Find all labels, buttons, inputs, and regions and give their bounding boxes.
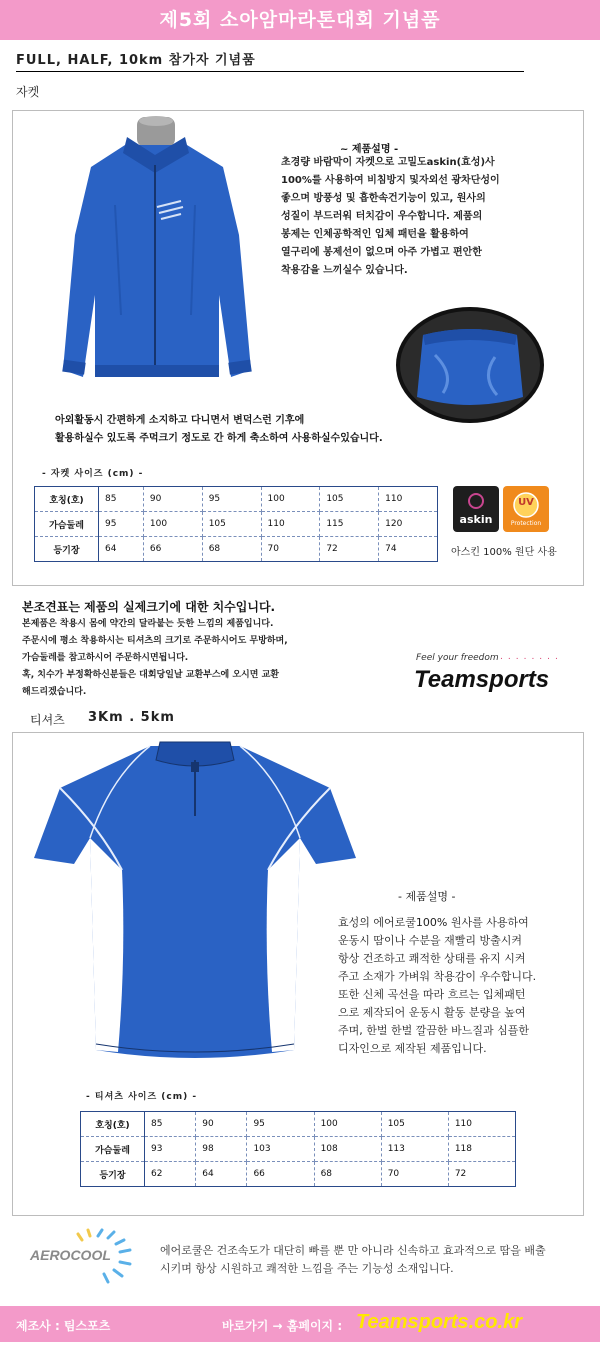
- size-cell: 110: [379, 487, 438, 512]
- size-cell: 103: [247, 1137, 314, 1162]
- size-table-row: [35, 512, 438, 537]
- jacket-size-table: [34, 486, 438, 562]
- size-cell: 68: [202, 537, 261, 562]
- size-cell: 70: [261, 537, 320, 562]
- size-cell: 95: [247, 1112, 314, 1137]
- size-cell: 72: [454, 1169, 467, 1179]
- uv-protection-badge: UV Protection: [503, 486, 549, 532]
- size-cell: 98: [196, 1137, 247, 1162]
- size-cell: 120: [379, 512, 438, 537]
- size-row-label: 호칭(호): [81, 1112, 145, 1137]
- tshirt-description: 효성의 에어로쿨100% 원사를 사용하여 운동시 땀이나 수분을 재빨리 방출시켜 항상 건조하고 쾌적한 상태를 유지 시켜 주고 소재가 가벼워 착용감이 우수합니다. 또한 신체 곡선을 따라 흐르는 입체패턴 으로 제작되어 운동시 활동 분량을 높여 주며, 한벌 한벌 깔끔한 바느질과 심플한 디자인으로 제작된 제품입니다.: [338, 916, 537, 1055]
- jacket-size-title: - 자켓 사이즈 (cm) -: [42, 469, 144, 479]
- size-cell: 85: [99, 487, 144, 512]
- size-cell: 118: [448, 1137, 515, 1162]
- jacket-caption: 아외활동시 간편하게 소지하고 다니면서 변덕스런 기후에 활용하실수 있도록 주먹크기 정도로 간 하게 축소하여 사용하실수있습니다.: [55, 415, 383, 444]
- size-cell: 100: [261, 487, 320, 512]
- tshirt-description-title: - 제품설명 -: [398, 890, 456, 903]
- packed-jacket-image: [395, 305, 545, 425]
- brand-dots: ........: [500, 652, 563, 662]
- size-cell: 110: [261, 512, 320, 537]
- size-cell: 95: [202, 487, 261, 512]
- size-cell: 100: [314, 1112, 381, 1137]
- page-title: 제5회 소아암마라톤대회 기념품: [159, 9, 441, 31]
- size-cell: 115: [320, 512, 379, 537]
- size-cell: 105: [381, 1112, 448, 1137]
- size-cell: 64: [99, 537, 144, 562]
- size-row-label: 등기장: [35, 537, 99, 562]
- brand-slogan: Feel your freedom: [416, 653, 499, 663]
- size-cell: 100: [143, 512, 202, 537]
- size-table-row: [81, 1137, 516, 1162]
- size-notice-heading: 본조견표는 제품의 실제크기에 대한 치수입니다.: [22, 600, 276, 614]
- size-cell: 105: [320, 487, 379, 512]
- size-row-label: 호칭(호): [35, 487, 99, 512]
- size-cell: 70: [381, 1162, 448, 1187]
- event-subtitle: FULL, HALF, 10km 참가자 기념품: [16, 53, 256, 68]
- size-cell: 68: [314, 1162, 381, 1187]
- aerocool-logo: [28, 1228, 158, 1284]
- size-table-row: [35, 487, 438, 512]
- jacket-label: 자켓: [16, 85, 40, 99]
- size-cell: 66: [247, 1162, 314, 1187]
- size-row-label: 가슴둘레: [81, 1137, 145, 1162]
- size-table-row: [81, 1162, 516, 1187]
- size-cell: 95: [99, 512, 144, 537]
- jacket-image: [55, 115, 265, 395]
- jacket-description: 초경량 바람막이 자켓으로 고밀도askin(효성)사 100%를 사용하여 비침방지 및자외선 광차단성이 좋으며 방풍성 및 흡한속건기능이 있고, 원사의 성질이 부드러워 터치감이 우수합니다. 제품의 봉제는 인체공학적인 입체 패턴을 활용하여 열구리에 봉제선이 없으며 아주 가볍고 편안한 착용감을 느끼실수 있습니다.: [281, 157, 500, 276]
- homepage-link[interactable]: Teamsports.co.kr: [356, 1311, 522, 1333]
- teamsports-logo: Teamsports: [414, 666, 550, 693]
- size-cell: 72: [320, 537, 379, 562]
- tshirt-label: 티셔츠: [30, 713, 65, 727]
- manufacturer-label: 제조사 : 팀스포츠: [16, 1319, 111, 1333]
- size-cell: 62: [145, 1162, 196, 1187]
- fabric-note: 아스킨 100% 원단 사용: [451, 547, 557, 558]
- size-cell: 90: [196, 1112, 247, 1137]
- size-cell: 85: [145, 1112, 196, 1137]
- aerocool-description: 에어로쿨은 건조속도가 대단히 빠를 뿐 만 아니라 신속하고 효과적으로 땀을 배출 시키며 항상 시원하고 쾌적한 느낌을 주는 기능성 소재입니다.: [160, 1244, 546, 1275]
- size-row-label: 가슴둘레: [35, 512, 99, 537]
- homepage-goto-label: 바로가기 → 홈페이지 :: [222, 1319, 343, 1333]
- aerocool-wordmark: AEROCOOL: [30, 1247, 111, 1263]
- tshirt-image: [30, 738, 360, 1068]
- askin-badge: askin: [453, 486, 499, 532]
- size-cell: 108: [314, 1137, 381, 1162]
- tshirt-distance: 3Km . 5km: [88, 710, 175, 725]
- jacket-description-title: ~ 제품설명 -: [340, 144, 399, 155]
- size-notice-body: 본제품은 착용시 몸에 약간의 달라붙는 듯한 느낌의 제품입니다. 주문시에 평소 착용하시는 티셔츠의 크기로 주문하시어도 무방하며, 가슴둘레를 참고하시어 주문하시면됩니다. 혹, 치수가 부정확하신분들은 대회당일날 교환부스에 오시면 교환 해드리겠습니다.: [22, 619, 288, 697]
- size-table-row: [81, 1112, 516, 1137]
- size-cell: 66: [143, 537, 202, 562]
- size-cell: 93: [145, 1137, 196, 1162]
- size-cell: 90: [143, 487, 202, 512]
- size-row-label: 등기장: [81, 1162, 145, 1187]
- size-cell: 113: [381, 1137, 448, 1162]
- size-cell: 64: [196, 1162, 247, 1187]
- size-cell: 74: [385, 544, 397, 554]
- tshirt-size-title: - 티셔츠 사이즈 (cm) -: [86, 1092, 198, 1102]
- subtitle-divider: [16, 71, 524, 72]
- size-cell: 105: [202, 512, 261, 537]
- size-table-row: [35, 537, 438, 562]
- tshirt-size-table: [80, 1111, 516, 1187]
- size-cell: 110: [448, 1112, 515, 1137]
- askin-circle-icon: [467, 492, 485, 510]
